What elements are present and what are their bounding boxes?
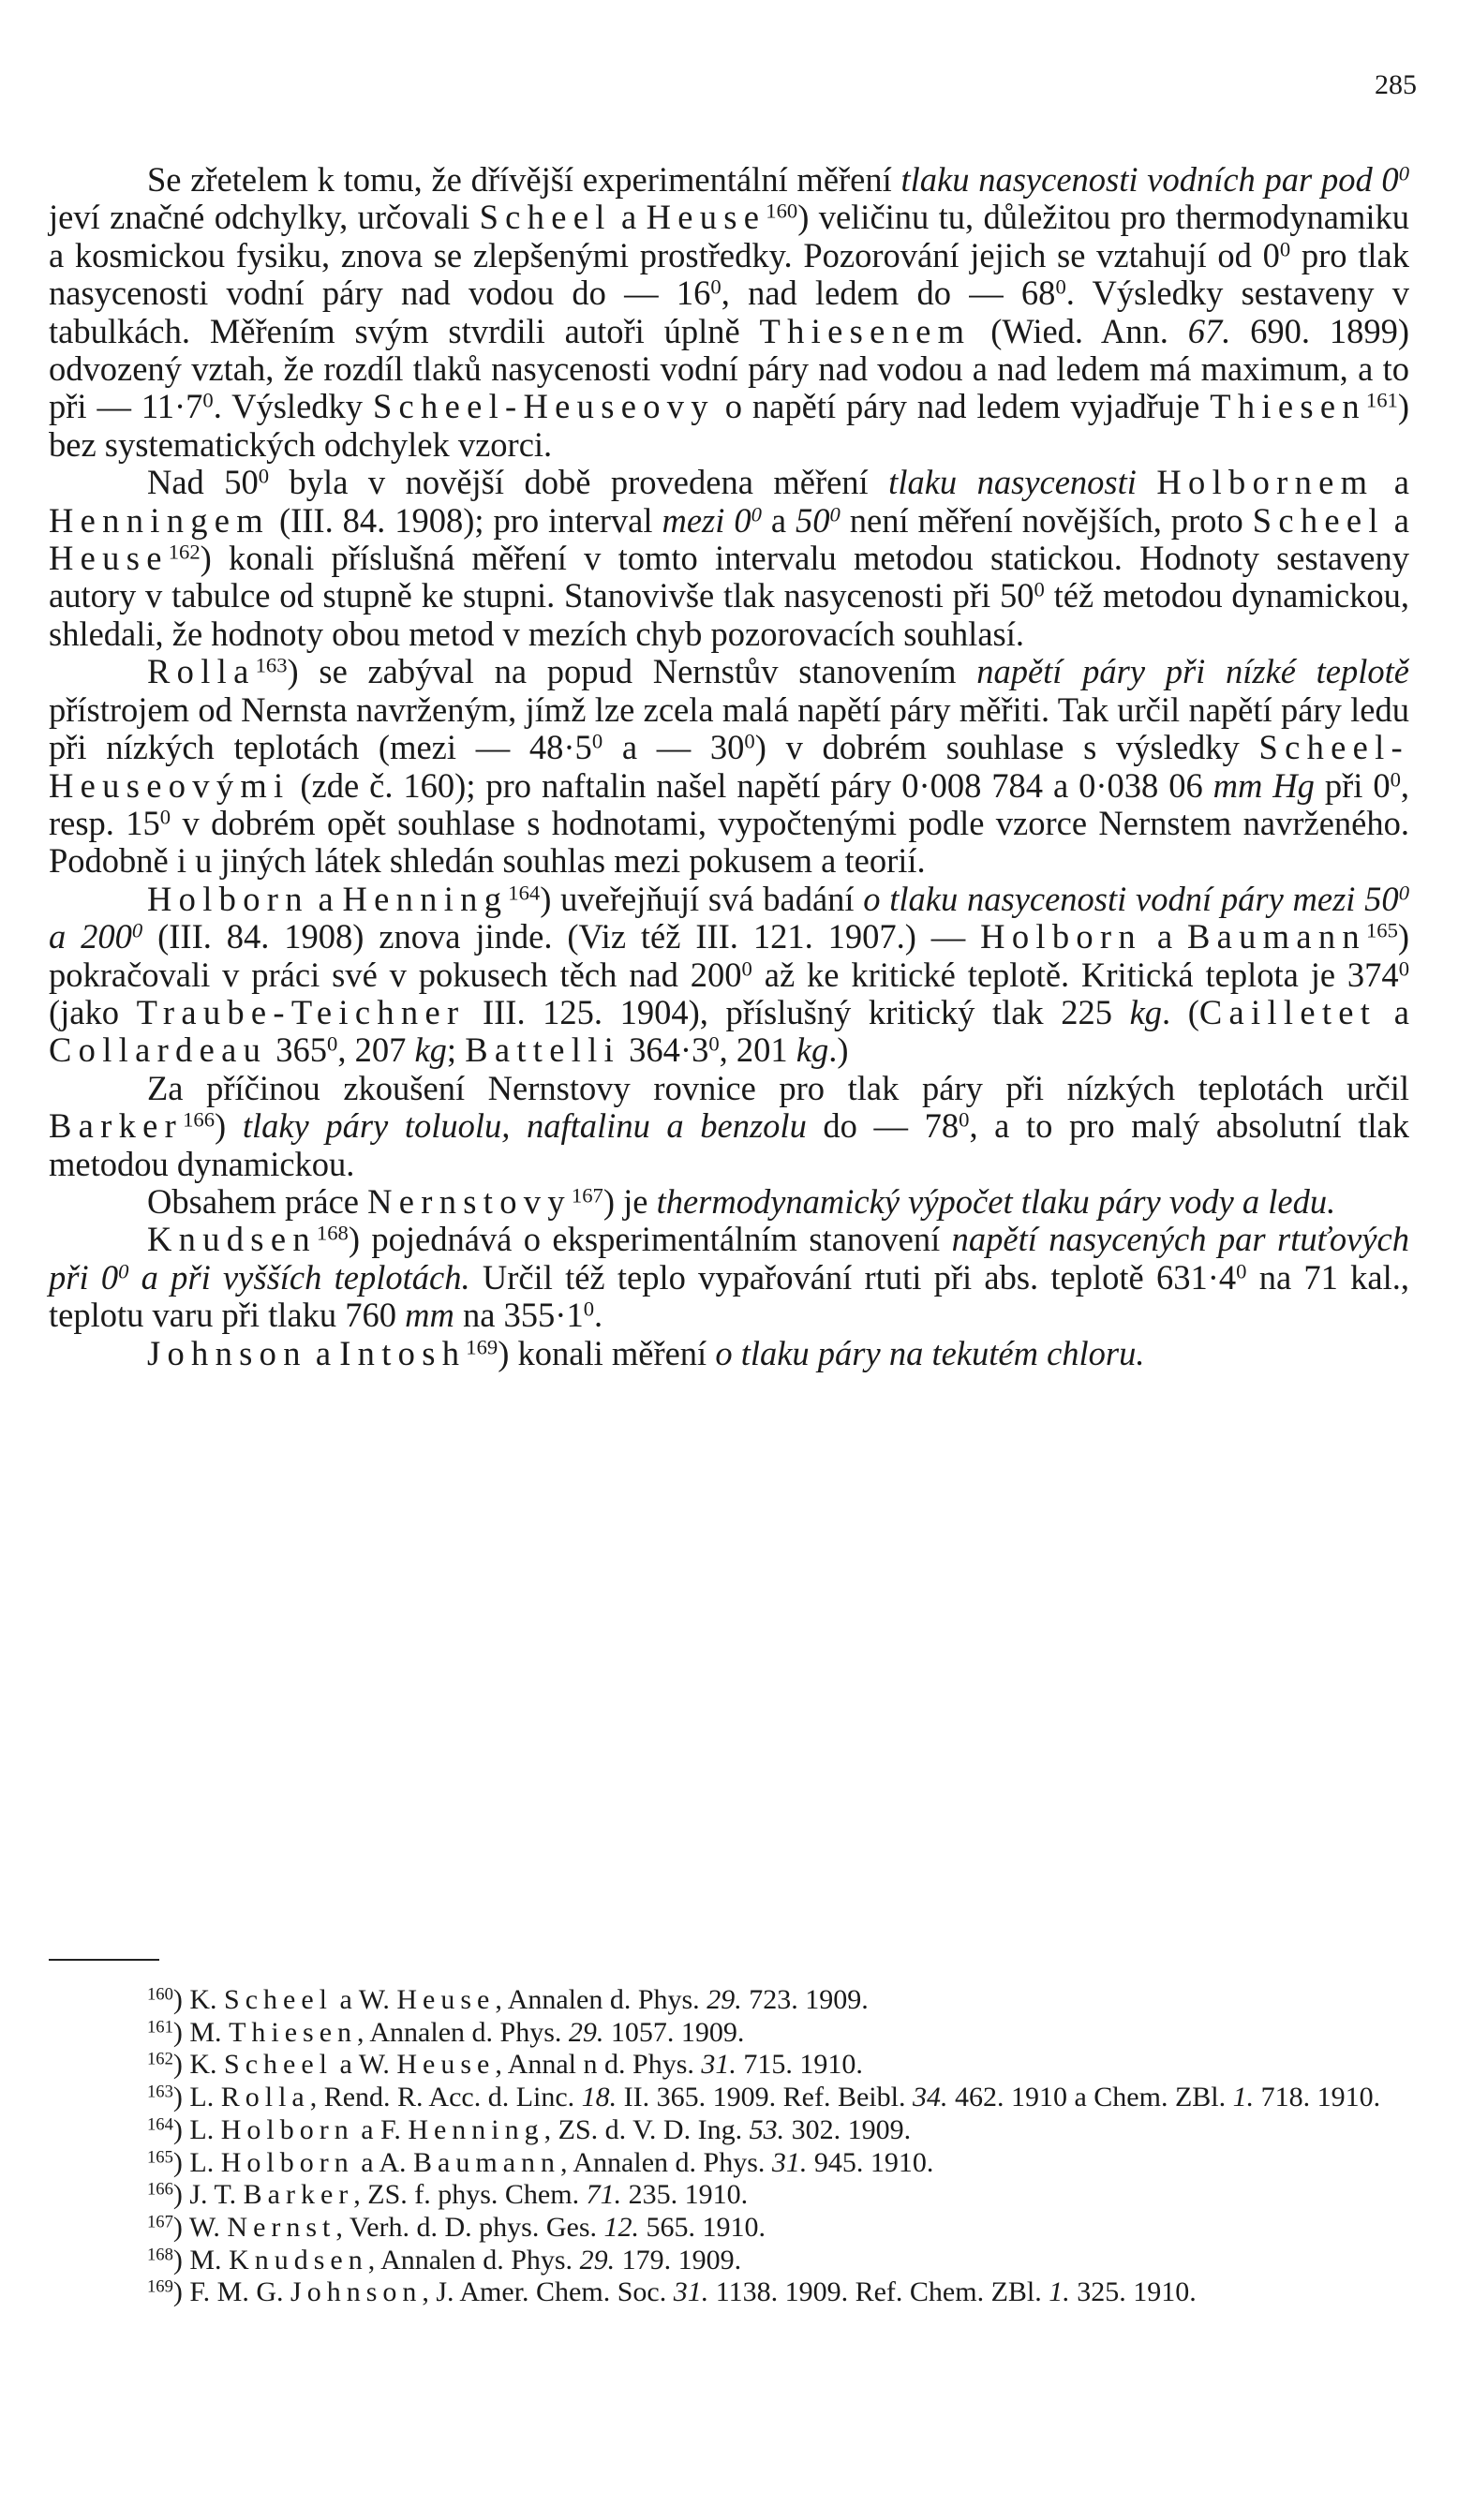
text-run: ) [215, 1106, 243, 1146]
text-run: na 355·1 [454, 1296, 584, 1335]
text-run: 365 [267, 1030, 328, 1070]
footnote [49, 2147, 1409, 2180]
superscript: 0 [583, 1297, 595, 1321]
text-run: 1138. 1909. Ref. Chem. ZBl. [708, 2276, 1049, 2308]
spaced-name: Collardeau [49, 1030, 268, 1070]
footnote [49, 2114, 1409, 2147]
text-run: , 207 [337, 1030, 415, 1070]
text-run: 723. 1909. [741, 1984, 869, 2015]
superscript: 0 [708, 1032, 720, 1057]
text-run: na 71 kal., teplotu varu při tlaku 760 [49, 1257, 1409, 1335]
text-run: thermodynamický výpočet tlaku páry vody a ledu. [656, 1181, 1336, 1221]
spaced-name: Thiesen [229, 2016, 358, 2048]
text-run: 53. [749, 2113, 785, 2145]
spaced-name: Traube-Teichner [136, 992, 466, 1031]
text-run: ; [446, 1030, 466, 1070]
spaced-name: Henning [408, 2113, 544, 2145]
spaced-name: Scheel-Heuseovými [49, 728, 1410, 805]
superscript: 169 [147, 2277, 173, 2298]
spaced-name: Scheel [479, 198, 612, 237]
text-run: a [1374, 463, 1410, 502]
text-run: při 0 [1314, 765, 1391, 805]
footnote [49, 2276, 1409, 2309]
text-run: 1. [1232, 2082, 1255, 2113]
superscript: 0 [131, 918, 143, 942]
text-run: II. 365. 1909. Ref. Beibl. [617, 2082, 913, 2113]
spaced-name: Scheel [224, 2049, 334, 2081]
spaced-name: Henningem [49, 500, 270, 540]
spaced-name: Intosh [339, 1333, 467, 1372]
text-run: ) pojednává o eksperimentálním stanovení [348, 1220, 952, 1259]
spaced-name: Henning [342, 879, 509, 918]
text-run: ) M. [172, 2244, 230, 2275]
superscript: 0 [741, 956, 752, 981]
spaced-name: Cailletet [1198, 992, 1377, 1031]
spaced-name: Holborn [220, 2113, 354, 2145]
spaced-name: Baumann [413, 2146, 561, 2178]
text-run: , Verh. d. D. phys. Ges. [335, 2211, 604, 2243]
spaced-name: Baumann [1186, 917, 1366, 956]
text-run: jeví značné odchylky, určovali [49, 198, 480, 237]
text-run: 18. [581, 2082, 617, 2113]
text-run: . Výsledky sestaveny v tabulkách. Měřením svým stvrdili autoři úplně [49, 274, 1409, 350]
text-run: (III. 84. 1908); pro interval [270, 500, 662, 540]
text-run: 29. [579, 2244, 616, 2275]
spaced-name: Knudsen [147, 1220, 317, 1259]
spaced-name: Nernst [227, 2211, 336, 2243]
text-run: napětí páry při nízké teplotě [976, 652, 1409, 691]
text-run: . ( [1162, 992, 1199, 1031]
spaced-name: Barker [243, 2179, 354, 2211]
paragraph [49, 1070, 1409, 1183]
text-run: , nad ledem do — 68 [721, 274, 1056, 313]
text-run: ) konali měření [498, 1333, 716, 1372]
superscript: 162 [168, 540, 201, 564]
spaced-name: Johnson [147, 1333, 307, 1372]
text-run: ) pokračovali v práci své v pokusech těch nad 200 [49, 917, 1410, 994]
footnote [49, 2245, 1409, 2277]
superscript: 167 [147, 2212, 173, 2232]
body-text [49, 161, 1409, 1372]
superscript: 164 [508, 881, 541, 905]
text-run: ) J. T. [172, 2179, 244, 2211]
text-run: až ke kritické teplotě. Kritická teplota je 374 [751, 955, 1399, 994]
text-run: a F. [353, 2113, 409, 2145]
text-run [1137, 463, 1156, 501]
text-run: , ZS. d. V. D. Ing. [543, 2113, 750, 2145]
text-run: Obsahem práce [147, 1181, 368, 1221]
text-run: ) K. [172, 2049, 225, 2081]
superscript: 164 [147, 2114, 173, 2135]
text-run: , J. Amer. Chem. Soc. [422, 2276, 674, 2308]
paragraph [49, 161, 1409, 464]
superscript: 0 [1398, 161, 1409, 185]
text-run: též metodou dynamickou, shledali, že hodnoty obou metod v mezích chyb pozorovacích souhlasí. [49, 576, 1409, 653]
superscript: 166 [183, 1107, 216, 1132]
text-run: ) bez systematických odchylek vzorci. [49, 387, 1409, 464]
superscript: 0 [202, 389, 214, 413]
paragraph [49, 653, 1409, 880]
text-run: ) uveřejňují svá badání [540, 879, 864, 918]
spaced-name: Scheel [1252, 500, 1385, 540]
superscript: 169 [466, 1335, 498, 1359]
text-run: (Wied. Ann. [971, 311, 1188, 350]
superscript: 0 [1390, 767, 1401, 792]
superscript: 168 [316, 1222, 349, 1246]
superscript: 0 [1279, 237, 1291, 261]
text-run: kg [414, 1030, 447, 1070]
superscript: 161 [147, 2017, 173, 2038]
text-run: a [306, 1333, 340, 1372]
footnote-rule [49, 1959, 159, 1961]
text-run: napětí nasycených par rtuťových při 0 [49, 1220, 1409, 1297]
footnote [49, 2082, 1409, 2114]
footnote [49, 1984, 1409, 2017]
superscript: 0 [744, 729, 755, 753]
spaced-name: Heuse [396, 2049, 496, 2081]
text-run: 235. 1910. [621, 2179, 749, 2211]
superscript: 0 [710, 274, 722, 299]
spaced-name: Heuse [49, 539, 169, 578]
superscript: 0 [258, 464, 270, 488]
text-run: 50 [795, 500, 830, 540]
text-run: Se zřetelem k tomu, že dřívější experimentální měření [147, 160, 901, 199]
text-run: 29. [707, 1984, 742, 2015]
text-run: a — 30 [603, 728, 745, 767]
text-run: 462. 1910 a Chem. ZBl. [947, 2082, 1233, 2113]
superscript: 0 [1034, 578, 1045, 602]
text-run: , Annalen d. Phys. [357, 2016, 569, 2048]
text-run: 67. [1187, 311, 1231, 350]
text-run: a [611, 198, 647, 237]
text-run: 364·3 [620, 1030, 709, 1070]
spaced-name: Holborn [980, 917, 1142, 956]
spaced-name: Scheel-Heuseovy [372, 387, 715, 426]
text-run: Určil též teplo vypařování rtuti při abs. teplotě 631·4 [469, 1257, 1237, 1297]
spaced-name: Nernstovy [367, 1181, 572, 1221]
superscript: 163 [255, 653, 288, 677]
text-run: ) konali příslušná měření v tomto intervalu metodou statickou. Hodnoty sestaveny autory v tabulce od stupně ke stupni. Stanovivše tlak nasycenosti při 50 [49, 539, 1409, 615]
paragraph [49, 1335, 1409, 1372]
spaced-name: Holborn [220, 2146, 354, 2178]
text-run: , Annal n d. Phys. [495, 2049, 702, 2081]
text-run: (jako [49, 992, 137, 1031]
superscript: 167 [571, 1183, 603, 1208]
text-run: a [1376, 992, 1410, 1031]
text-run: 31. [771, 2146, 808, 2178]
text-run: a A. [353, 2146, 414, 2178]
text-run: 29. [568, 2016, 604, 2048]
text-run: ) v dobrém souhlase s výsledky [754, 728, 1259, 767]
superscript: 0 [1398, 956, 1409, 981]
superscript: 0 [118, 1259, 129, 1283]
text-run: 302. 1909. [784, 2113, 912, 2145]
spaced-name: Thiesen [1210, 387, 1366, 426]
text-run: , resp. 15 [49, 765, 1410, 842]
text-run: o tlaku páry na tekutém chloru. [715, 1333, 1145, 1372]
text-run: 31. [673, 2276, 709, 2308]
text-run: , Annalen d. Phys. [367, 2244, 580, 2275]
text-run: 71. [586, 2179, 622, 2211]
text-run: Nad 50 [147, 463, 259, 502]
text-run: byla v novější době provedena měření [269, 463, 889, 502]
text-run: 715. 1910. [736, 2049, 863, 2081]
text-run: a při vyšších teplotách. [128, 1257, 470, 1297]
superscript: 0 [159, 805, 171, 829]
superscript: 0 [1236, 1259, 1247, 1283]
spaced-name: Thiesenem [759, 311, 972, 350]
text-run: 1057. 1909. [603, 2016, 745, 2048]
spaced-name: Holbornem [1156, 463, 1375, 502]
spaced-name: Rolla [220, 2082, 310, 2113]
text-run: přístrojem od Nernsta navrženým, jímž lze zcela malá napětí páry měřiti. Tak určil napětí páry ledu při nízkých teplotách (mezi — 48·5 [49, 689, 1409, 767]
superscript: 0 [751, 502, 762, 526]
superscript: 160 [147, 1984, 173, 2005]
spaced-name: Knudsen [229, 2244, 368, 2275]
text-run: 690. 1899) odvozený vztah, že rozdíl tlaků nasycenosti vodní páry nad vodou a nad ledem má maximum, a to při — 11·7 [49, 311, 1409, 426]
page-number: 285 [1375, 69, 1417, 100]
paragraph [49, 1221, 1409, 1334]
text-run: (III. 84. 1908) znova jinde. (Viz též III. 121. 1907.) — [142, 917, 981, 956]
text-run: ) L. [172, 2146, 221, 2178]
superscript: 0 [327, 1032, 338, 1057]
paragraph [49, 881, 1409, 1070]
footnote [49, 2212, 1409, 2245]
text-run: o napětí páry nad ledem vyjadřuje [714, 387, 1211, 426]
text-run: tlaky páry toluolu, naftalinu a benzolu [242, 1106, 807, 1146]
text-run: a W. [333, 2049, 397, 2081]
text-run: , Rend. R. Acc. d. Linc. [309, 2082, 582, 2113]
text-run: ) je [603, 1181, 657, 1221]
superscript: 0 [829, 502, 841, 526]
text-run: ) K. [172, 1984, 225, 2015]
footnote [49, 2017, 1409, 2050]
footnote [49, 2179, 1409, 2212]
text-run: ) L. [172, 2113, 221, 2145]
text-run: ) F. M. G. [172, 2276, 291, 2308]
text-run: a [761, 500, 796, 540]
superscript: 163 [147, 2082, 173, 2102]
superscript: 165 [147, 2147, 173, 2168]
text-run: .) [828, 1030, 849, 1070]
superscript: 162 [147, 2050, 173, 2070]
superscript: 168 [147, 2245, 173, 2265]
text-run: mm Hg [1213, 765, 1315, 805]
footnote [49, 2049, 1409, 2082]
text-run: , ZS. f. phys. Chem. [353, 2179, 587, 2211]
superscript: 165 [1365, 918, 1398, 942]
text-run: v dobrém opět souhlase s hodnotami, vypočtenými podle vzorce Nernstem navrženého. Podobně i u jiných látek shledán souhlas mezi pokusem a teorií. [49, 803, 1409, 881]
text-run: není měření novějších, proto [840, 500, 1253, 540]
text-run: ) veličinu tu, důležitou pro thermodynamiku a kosmickou fysiku, znova se zlepšenými prostředky. Pozorování jejich se vztahují od 0 [49, 198, 1410, 274]
text-run: tlaku nasycenosti [888, 463, 1137, 502]
text-run: 325. 1910. [1069, 2276, 1197, 2308]
superscript: 0 [591, 729, 603, 753]
text-run: kg [1129, 992, 1163, 1031]
text-run: 718. 1910. [1254, 2082, 1381, 2113]
footnotes [49, 1984, 1409, 2309]
text-run: Za příčinou zkoušení Nernstovy rovnice pro tlak páry při nízkých teplotách určil [147, 1068, 1409, 1107]
spaced-name: Heuse [396, 1984, 496, 2015]
text-run: 1. [1049, 2276, 1070, 2308]
text-run: o tlaku nasycenosti vodní páry mezi 50 [863, 879, 1399, 918]
text-run: , 201 [719, 1030, 796, 1070]
text-run: , Annalen d. Phys. [495, 1984, 707, 2015]
superscript: 166 [147, 2179, 173, 2200]
text-run: do — 78 [806, 1106, 960, 1146]
text-run: 565. 1910. [639, 2211, 766, 2243]
text-run: , Annalen d. Phys. [560, 2146, 772, 2178]
spaced-name: Battelli [465, 1030, 621, 1070]
superscript: 0 [1055, 274, 1066, 299]
text-run: pro tlak nasycenosti vodní páry nad vodou do — 16 [49, 235, 1409, 313]
text-run: ) W. [172, 2211, 228, 2243]
text-run: III. 125. 1904), příslušný kritický tlak 225 [465, 992, 1130, 1031]
text-run: kg [796, 1030, 829, 1070]
text-run: 34. [912, 2082, 948, 2113]
text-run: 179. 1909. [615, 2244, 742, 2275]
text-run: a 200 [49, 917, 132, 956]
text-run: ) L. [172, 2082, 221, 2113]
text-run: mm [405, 1296, 454, 1335]
spaced-name: Barker [49, 1106, 184, 1146]
text-run: (zde č. 160); pro naftalin našel napětí páry 0·008 784 a 0·038 06 [290, 765, 1213, 805]
text-run: 945. 1910. [807, 2146, 934, 2178]
superscript: 160 [766, 200, 798, 224]
text-run: . Výsledky [213, 387, 373, 426]
text-run: , a to pro malý absolutní tlak metodou dynamickou. [49, 1106, 1409, 1183]
spaced-name: Johnson [290, 2276, 423, 2308]
text-run: a [1384, 500, 1410, 540]
text-run: tlaku nasycenosti vodních par pod 0 [900, 160, 1399, 199]
text-run: . [594, 1296, 603, 1335]
paragraph [49, 1183, 1409, 1221]
text-run: a [1141, 917, 1187, 956]
spaced-name: Rolla [147, 652, 256, 691]
paragraph [49, 464, 1409, 653]
spaced-name: Heuse [646, 198, 766, 237]
text-run: 12. [603, 2211, 639, 2243]
text-run: mezi 0 [662, 500, 751, 540]
spaced-name: Scheel [224, 1984, 334, 2015]
superscript: 0 [959, 1107, 970, 1132]
text-run: a W. [333, 1984, 397, 2015]
text-run: a [308, 879, 343, 918]
text-run: ) se zabýval na popud Nernstův stanovením [287, 652, 977, 691]
text-run: 31. [701, 2049, 736, 2081]
superscript: 0 [1398, 881, 1409, 905]
text-run: ) M. [172, 2016, 230, 2048]
spaced-name: Holborn [147, 879, 309, 918]
superscript: 161 [1365, 389, 1398, 413]
